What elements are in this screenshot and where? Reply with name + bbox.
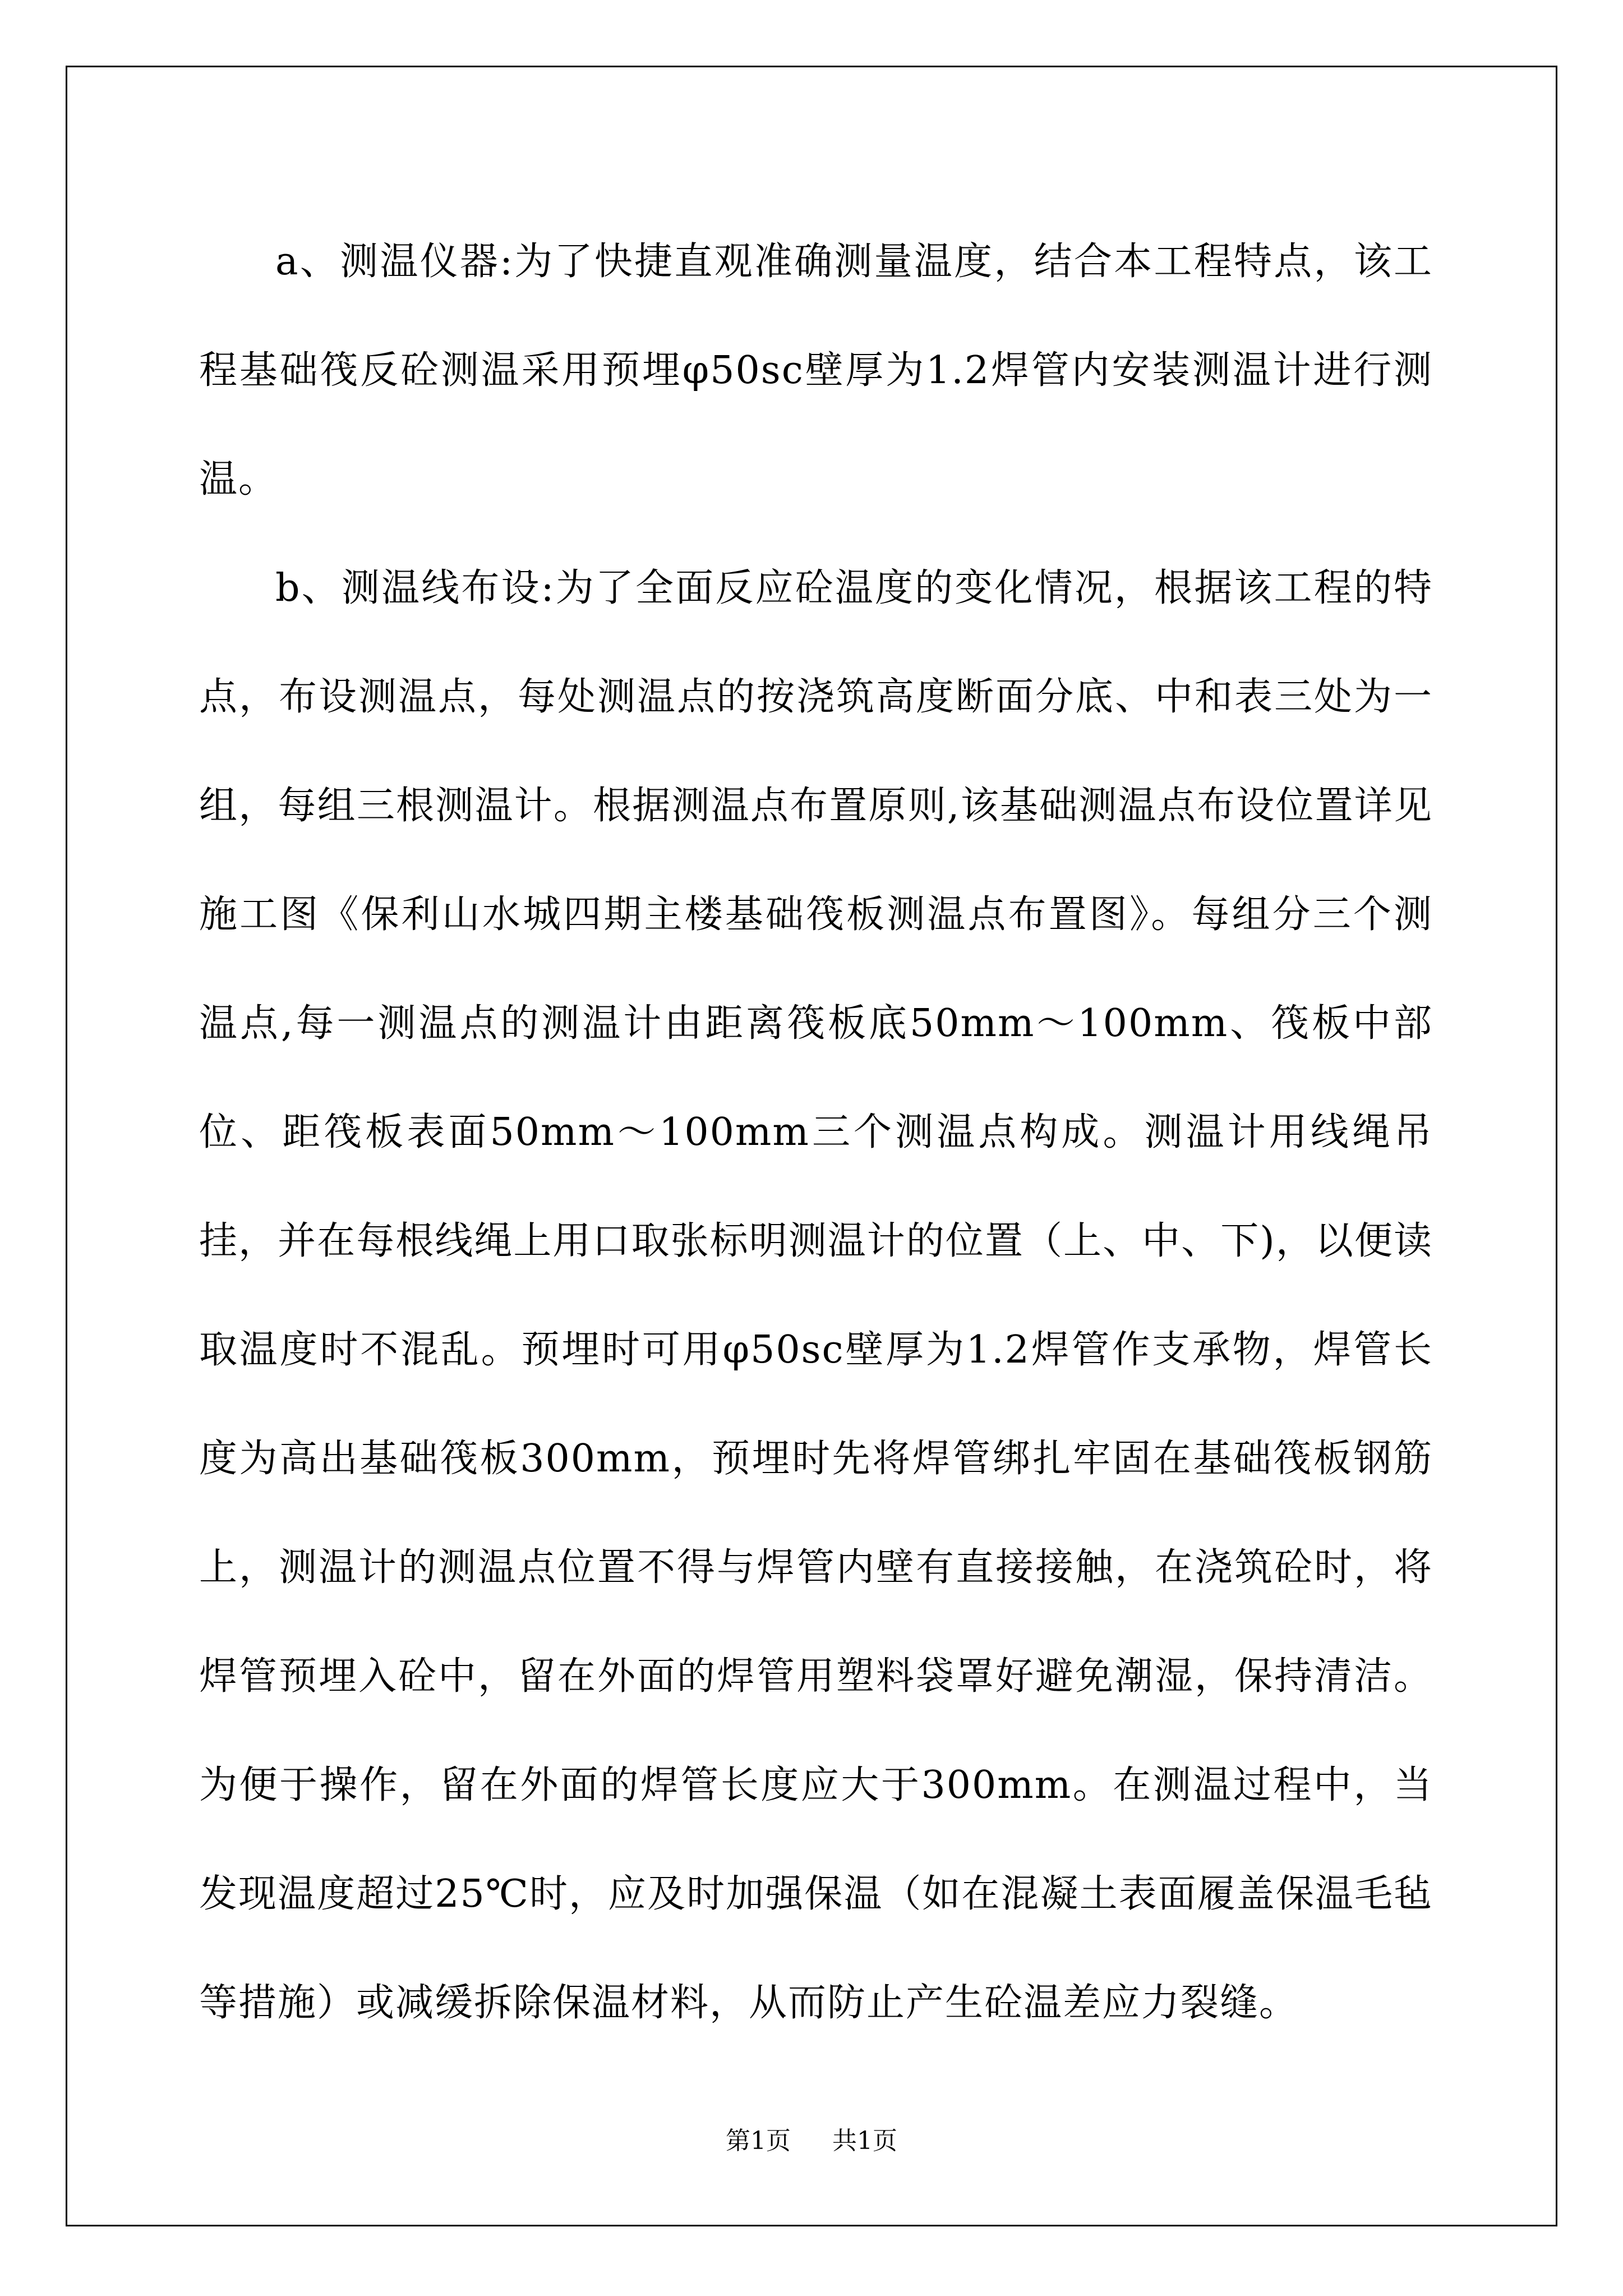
page-total: 共1页 — [832, 2127, 897, 2155]
document-body — [199, 208, 1433, 2058]
paragraph-a: a、测温仪器:为了快捷直观准确测量温度，结合本工程特点，该工程基础筏反砼测温采用预埋φ50sc壁厚为1.2焊管内安装测温计进行测温。 — [199, 240, 1433, 501]
paragraph-b: b、测温线布设:为了全面反应砼温度的变化情况，根据该工程的特点，布设测温点，每处测温点的按浇筑高度断面分底、中和表三处为一组，每组三根测温计。根据测温点布置原则,该基础测温点布设位置详见施工图《保利山水城四期主楼基础筏板测温点布置图》。每组分三个测温点,每一测温点的测温计由距离筏板底50mm～100mm、筏板中部位、距筏板表面50mm～100mm三个测温点构成。测温计用线绳吊挂，并在每根线绳上用口取张标明测温计的位置（上、中、下)，以便读取温度时不混乱。预埋时可用φ50sc壁厚为1.2焊管作支承物，焊管长度为高出基础筏板300mm，预埋时先将焊管绑扎牢固在基础筏板钢筋上，测温计的测温点位置不得与焊管内壁有直接接触，在浇筑砼时，将焊管预埋入砼中，留在外面的焊管用塑料袋罩好避免潮湿，保持清洁。为便于操作，留在外面的焊管长度应大于300mm。在测温过程中，当发现温度超过25℃时，应及时加强保温（如在混凝土表面履盖保温毛毡等措施）或减缓拆除保温材料，从而防止产生砼温差应力裂缝。 — [199, 566, 1433, 2025]
page-number: 第1页 — [726, 2127, 791, 2155]
page-footer — [0, 2120, 1623, 2156]
